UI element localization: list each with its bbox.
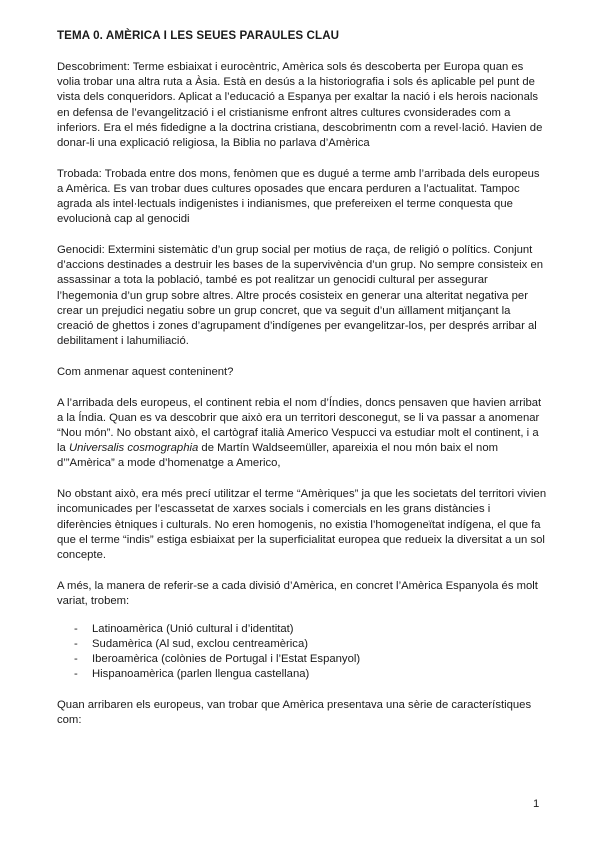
list-item-text: Iberoamèrica (colònies de Portugal i l’Estat Espanyol) [92,653,361,665]
arribada-italic-title: Universalis cosmographia [68,442,199,455]
list-dash: - [74,668,78,681]
list-item-text: Sudamèrica (Al sud, exclou centreamèrica) [92,637,308,650]
document-title: TEMA 0. AMÈRICA I LES SEUES PARAULES CLAU [57,29,340,42]
paragraph-trobada: Trobada: Trobada entre dos mons, fenòmen que es dugué a terme amb l’arribada dels europeus a Amèrica. Es van trobar dues cultures oposades que encara perduren a l’actualitat. Tampoc agrada als intel·lectuals indigenistes i indianismes, que prefereixen el terme conquesta que evolucionà cap al genocidi [57,167,540,226]
paragraph-arribada [57,396,547,472]
paragraph-closing: Quan arribaren els europeus, van trobar que Amèrica presentava una sèrie de característiques com: [57,698,532,727]
arribada-text-end: de Martín Waldseemüller, apareixia el nou món baix el nom d’”Amèrica” a mode d’homenatge a Americo, [57,442,499,470]
list-item [57,667,547,682]
list-dash: - [74,637,78,650]
list-item [57,622,547,637]
arribada-text-start: A l’arribada dels europeus, el continent rebia el nom d’Índies, doncs pensaven que havien arribat a la Índia. Quan es va descobrir que això era un territori desconegut, se li va passar a anomenar “Nou món”. No obstant això, el cartògraf italià Americo Vespucci va estudiar molt el continent, i a la [57,396,542,455]
paragraph-americas: No obstant això, era més precí utilitzar el terme “Amèriques” ja que les societats del territori vivien incomunicades per l’escassetat de xarxes socials i comercials en les grans distàncies i diferències ètniques i culturals. No eren homogenis, no existia l’homogeneïtat indígena, el que fa que el terme “indis” estiga esbiaixat per la superficialitat europea que redueix la diversitat a un sol concepte. [57,488,547,561]
paragraph-descobriment: Descobriment: Terme esbiaixat i eurocèntric, Amèrica sols és descoberta per Europa quan es volia trobar una altra ruta a Àsia. Està en desús a la historiografia i sols és aplicable pel punt de vista dels conqueridors. Aplicat a l’educació a Espanya per exaltar la nació i els herois nacionals en defensa de l’evangelització i el cristianisme enfront altres cultures cvonsiderades com a inferiors. Era el més fidedigne a la doctrina cristiana, descobrimentn com a revel·lació. Havien de donar-li una explicació religiosa, la Biblia no parlava d’Amèrica [57,61,543,150]
list-item [57,652,547,667]
paragraph-genocidi: Genocidi: Extermini sistemàtic d’un grup social per motius de raça, de religió o polítics. Conjunt d’accions destinades a destruir les bases de la supervivència d’un grup. No sempre consisteix en assassinar a tota la població, també es pot realitzar un genocidi cultural per assegurar l’hegemonia d’un grup sobre altres. Altre procés cosisteix en generar una alteritat negativa per crear un prejudici negatiu sobre un grup concret, que va seguit d’un aïllament mitjançant la creació de ghettos i zones d’agrupament d’indígenes per evangelitzar-los, per després arribar al debilitament i lahumiliació. [57,244,544,348]
list-dash: - [74,653,78,665]
page-number: 1 [533,798,540,810]
paragraph-question: Com anmenar aquest conteninent? [57,365,234,378]
divisions-list [57,622,547,683]
list-item-text: Latinoamèrica (Unió cultural i d’identitat) [92,622,294,635]
list-item [57,637,547,652]
document-page [57,28,547,744]
list-dash: - [74,622,78,635]
paragraph-divisions-intro: A més, la manera de referir-se a cada divisió d’Amèrica, en concret l’Amèrica Espanyola és molt variat, trobem: [57,579,538,607]
list-item-text: Hispanoamèrica (parlen llengua castellana) [92,668,310,681]
